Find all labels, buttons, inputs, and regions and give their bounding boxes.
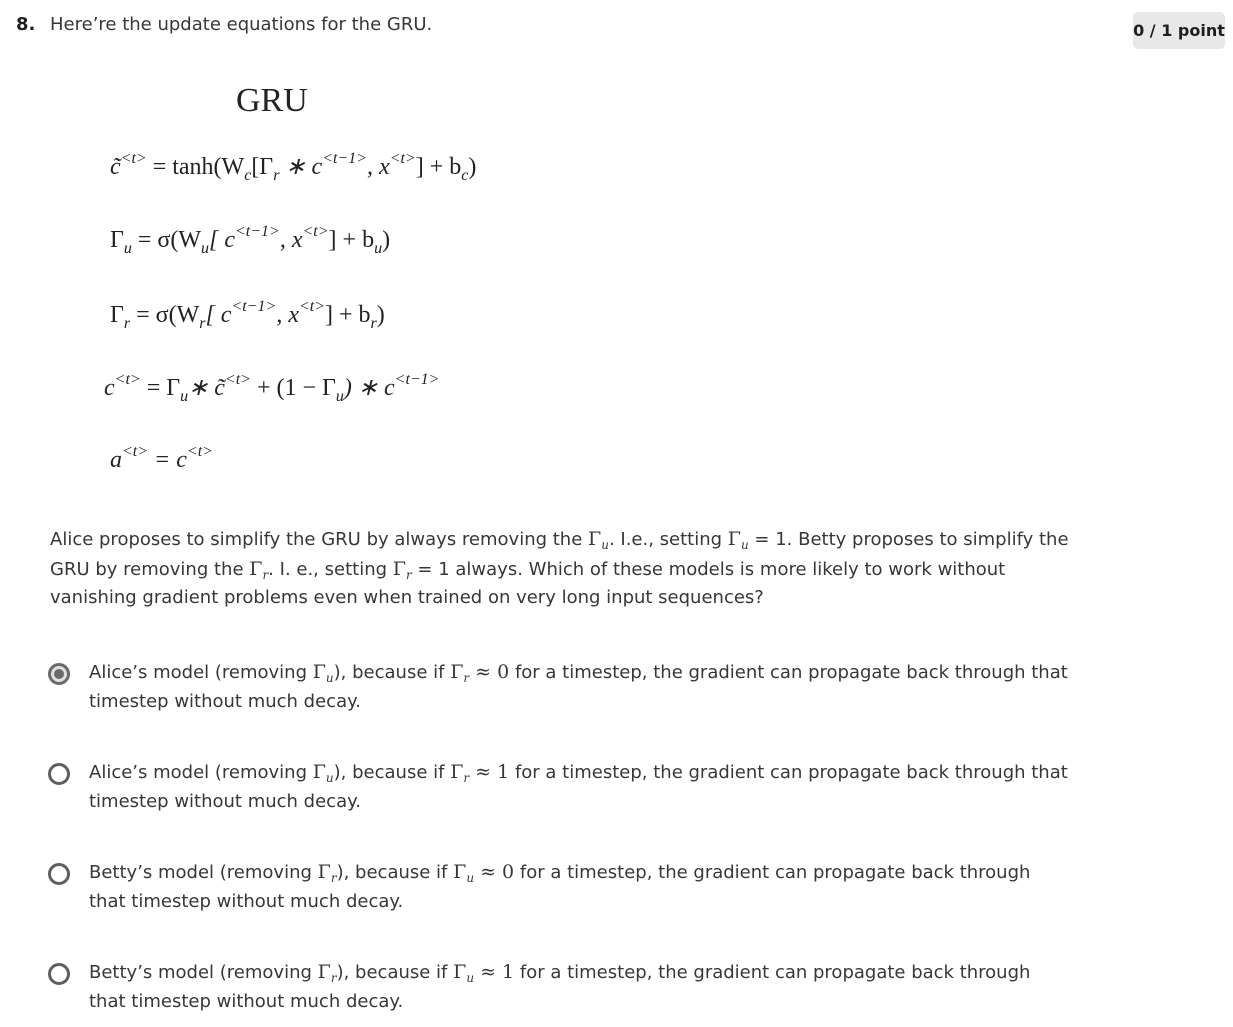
equation-memory-cell: $c^{<t>}$ = $\Gamma_u∗$ c̃$^{<t>}$ + $(1 - \Gamma_u)$ ∗ $c^{<t-1>}$ — [104, 371, 440, 405]
equations-title: GRU — [236, 82, 308, 119]
answer-option-3[interactable] — [48, 858, 1148, 916]
question-prompt: Here’re the update equations for the GRU. — [50, 14, 433, 35]
answer-option-label[interactable]: Alice’s model (removing $\Gamma_u$), because if $\Gamma_r \approx 0$ for a timestep, the gradient can propagate back through that timestep without much decay. — [89, 661, 1068, 712]
equation-candidate-cell: c̃$^{<t>}$ = $\tanh(W_c[\Gamma_r$ ∗ $c^{<t-1>}$, $x^{<t>}] + b_c$) — [110, 150, 477, 184]
answer-option-label[interactable]: Betty’s model (removing $\Gamma_r$), because if $\Gamma_u \approx 1$ for a timestep, the gradient can propagate back through that timestep without much decay. — [89, 961, 1031, 1012]
question-description: Alice proposes to simplify the GRU by always removing the $\Gamma_u$. I.e., setting $\Gamma_u = 1$. Betty proposes to simplify the GRU by removing the $\Gamma_r$. I. e., setting $\Gamma_r = 1$ always. Which of these models is more likely to work without vanishing gradient problems even when trained on very long input sequences? — [50, 528, 1069, 608]
answer-option-4[interactable] — [48, 958, 1148, 1016]
radio-button[interactable] — [48, 763, 70, 785]
equation-activation: $a^{<t>} = c^{<t>}$ — [110, 443, 213, 473]
gru-equations-image — [100, 70, 600, 500]
question-number: 8. — [16, 14, 36, 35]
radio-button[interactable] — [48, 863, 70, 885]
answer-option-label[interactable]: Alice’s model (removing $\Gamma_u$), because if $\Gamma_r \approx 1$ for a timestep, the gradient can propagate back through that timestep without much decay. — [89, 761, 1068, 812]
score-badge: 0 / 1 point — [1133, 12, 1225, 49]
equation-update-gate: $\Gamma_u = \sigma(W_u$[ $c^{<t-1>}$, $x^{<t>}] + b_u$) — [110, 223, 391, 257]
equation-relevance-gate: $\Gamma_r = \sigma(W_r$[ $c^{<t-1>}$, $x^{<t>}] + b_r$) — [110, 298, 385, 332]
answer-option-1[interactable] — [48, 658, 1148, 716]
radio-button-selected[interactable] — [48, 663, 70, 685]
answer-option-label[interactable]: Betty’s model (removing $\Gamma_r$), because if $\Gamma_u \approx 0$ for a timestep, the gradient can propagate back through that timestep without much decay. — [89, 861, 1031, 912]
radio-button[interactable] — [48, 963, 70, 985]
answer-option-2[interactable] — [48, 758, 1148, 816]
